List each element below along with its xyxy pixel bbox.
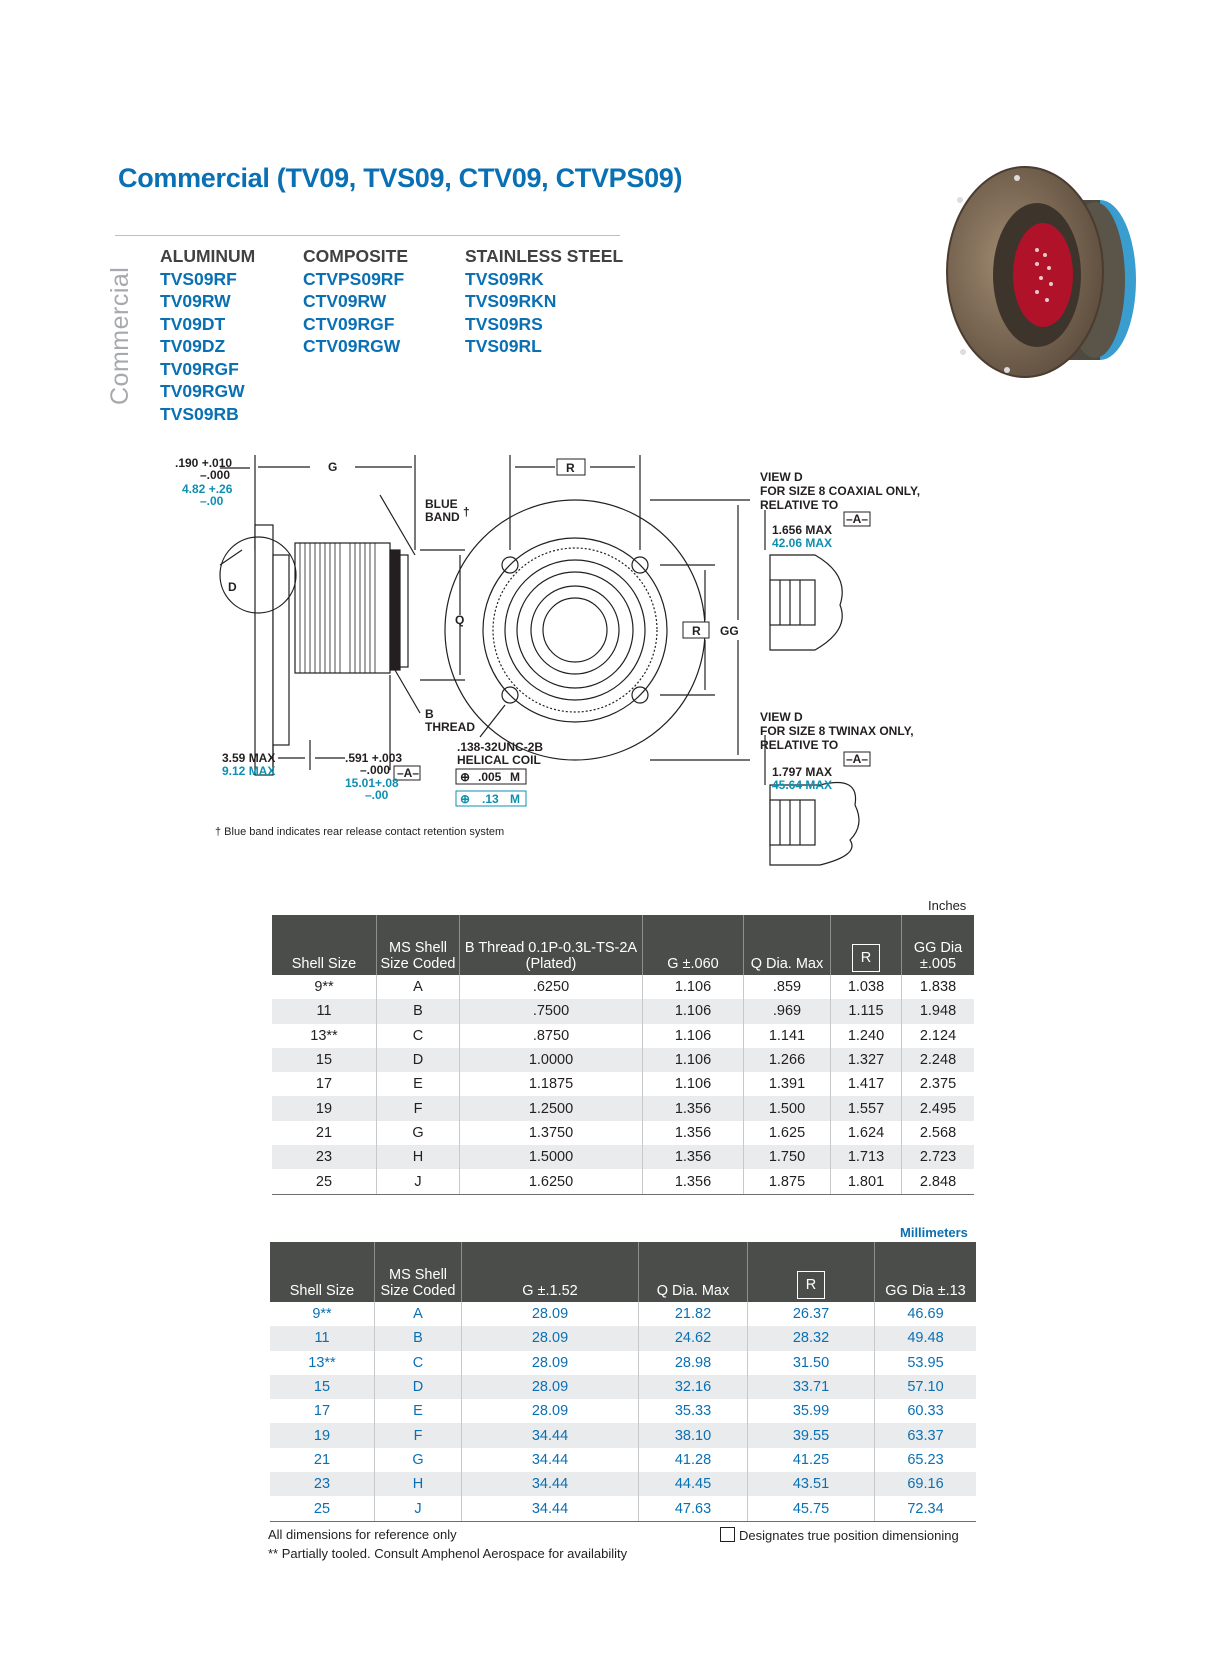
cell: F (377, 1096, 460, 1120)
cell: 53.95 (907, 1354, 944, 1371)
cell: 25 (272, 1169, 377, 1194)
b-thread-label-2: THREAD (425, 720, 475, 734)
cell: C (377, 1024, 460, 1048)
table-row (272, 999, 974, 1023)
table-row (272, 1121, 974, 1145)
cell: 2.723 (902, 1145, 975, 1169)
cell: A (377, 975, 460, 999)
inches-table (272, 915, 974, 1195)
flange-thickness-mm-tol: –.00 (200, 494, 224, 508)
cell: A (375, 1302, 462, 1326)
cell: B (377, 999, 460, 1023)
cell: 1.2500 (460, 1096, 643, 1120)
cell: 19 (272, 1096, 377, 1120)
part-number: TVS09RK (465, 268, 544, 289)
mmc-symbol: M (510, 770, 520, 784)
cell: 49.48 (875, 1326, 977, 1350)
twinax-max-mm: 45.64 MAX (772, 778, 833, 792)
tolerance-mm: .13 (482, 792, 499, 806)
cell: 47.63 (639, 1496, 748, 1521)
b-thread-label: B (425, 707, 434, 721)
dim-591-mm: 15.01+.08 (345, 776, 399, 790)
table-row (270, 1423, 976, 1447)
table-row (272, 1072, 974, 1096)
cell: 33.71 (748, 1375, 875, 1399)
col-header: B Thread 0.1P-0.3L-TS-2A (Plated) (460, 915, 643, 975)
part-number: TV09DZ (160, 336, 226, 356)
cell: 1.801 (831, 1169, 902, 1194)
cell: 13** (272, 1024, 377, 1048)
blue-band-footnote: † Blue band indicates rear release contact retention system (215, 826, 505, 838)
composite-column (303, 245, 408, 358)
cell: 1.106 (643, 1024, 744, 1048)
true-position-symbol: ⊕ (460, 770, 471, 784)
max-dim-mm: 9.12 MAX (222, 764, 276, 778)
cell: 15 (270, 1375, 375, 1399)
part-number: TV09RGW (160, 381, 245, 401)
cell: 2.375 (919, 1076, 957, 1093)
cell: 38.10 (639, 1423, 748, 1447)
cell: D (377, 1048, 460, 1072)
part-number: CTV09RW (303, 291, 387, 311)
cell: 46.69 (907, 1306, 944, 1323)
millimeters-table (270, 1242, 976, 1522)
table-row (270, 1472, 976, 1496)
cell: 1.1875 (460, 1072, 643, 1096)
cell: 19 (270, 1423, 375, 1447)
stainless-column (465, 245, 623, 358)
cell: .8750 (460, 1024, 643, 1048)
cell: 28.09 (462, 1399, 639, 1423)
cell: 1.713 (831, 1145, 902, 1169)
cell: 21 (270, 1448, 375, 1472)
cell: 32.16 (639, 1375, 748, 1399)
cell: J (375, 1496, 462, 1521)
dim-591-in: .591 +.003 (345, 751, 403, 765)
cell: 24.62 (639, 1326, 748, 1350)
part-number: CTV09RGF (303, 313, 395, 334)
cell: .969 (744, 999, 831, 1023)
cell: 60.33 (907, 1403, 944, 1420)
cell: 1.500 (744, 1096, 831, 1120)
table-row (270, 1302, 976, 1326)
cell: 2.495 (902, 1096, 975, 1120)
cell: 1.038 (831, 975, 902, 999)
page-title: Commercial (TV09, TVS09, CTV09, CTVPS09) (118, 163, 683, 193)
mmc-symbol-mm: M (510, 792, 520, 806)
flange-thickness-in: .190 +.010 (175, 456, 233, 470)
table-row (270, 1375, 976, 1399)
part-number: TV09RGF (160, 358, 239, 379)
cell: 1.948 (902, 999, 975, 1023)
cell: 1.356 (643, 1145, 744, 1169)
cell: 26.37 (748, 1302, 875, 1326)
flange-thickness-mm: 4.82 +.26 (182, 482, 233, 496)
cell: 1.5000 (460, 1145, 643, 1169)
cell: 1.106 (643, 999, 744, 1023)
table-row (272, 1024, 974, 1048)
part-number: TVS09RS (465, 313, 543, 334)
cell: 28.98 (639, 1351, 748, 1375)
cell: 23 (272, 1145, 377, 1169)
cell: B (375, 1326, 462, 1350)
table-row (270, 1448, 976, 1472)
view-d-twinax-datum: –A– (846, 752, 869, 766)
col-header: G ±.060 (643, 915, 744, 975)
cell: 1.115 (831, 999, 902, 1023)
view-d-coax-title: VIEW D (760, 470, 803, 484)
helical-coil-label: .138-32UNC-2B (457, 740, 544, 754)
dim-591-mm-tol: –.00 (365, 788, 389, 802)
table-row (272, 1096, 974, 1120)
cell: .859 (744, 975, 831, 999)
cell: 1.356 (643, 1121, 744, 1145)
table-row (270, 1399, 976, 1423)
cell: 1.327 (831, 1048, 902, 1072)
cell: H (377, 1145, 460, 1169)
view-d-coax-datum: –A– (846, 512, 869, 526)
cell: 17 (272, 1072, 377, 1096)
cell: 1.141 (744, 1024, 831, 1048)
q-label: Q (455, 613, 465, 627)
cell: E (375, 1399, 462, 1423)
r-label-side: R (692, 624, 701, 638)
r-box: R (852, 944, 880, 972)
col-header: GG Dia ±.13 (875, 1242, 977, 1302)
cell: 65.23 (907, 1451, 944, 1468)
dim-591-in-tol: –.000 (360, 763, 391, 777)
part-number: CTVPS09RF (303, 268, 405, 289)
cell: 2.568 (919, 1124, 957, 1141)
cell: 72.34 (875, 1496, 977, 1521)
cell: H (375, 1472, 462, 1496)
table-row (272, 1048, 974, 1072)
col-header: GG Dia ±.005 (902, 915, 975, 975)
title-divider (115, 235, 620, 236)
twinax-max-in: 1.797 MAX (772, 765, 833, 779)
cell: 25 (270, 1496, 375, 1521)
aluminum-heading: ALUMINUM (160, 246, 256, 266)
col-header: Shell Size (270, 1242, 375, 1302)
cell: 28.32 (748, 1326, 875, 1350)
part-number: TVS09RKN (465, 291, 557, 311)
cell: J (377, 1169, 460, 1194)
cell: 45.75 (748, 1496, 875, 1521)
connector-photo (945, 160, 1145, 390)
cell: 1.391 (744, 1072, 831, 1096)
col-header-r (831, 915, 902, 975)
cell: 17 (270, 1399, 375, 1423)
true-position-note-text: Designates true position dimensioning (739, 1528, 959, 1543)
cell: G (377, 1121, 460, 1145)
helical-coil-label-2: HELICAL COIL (457, 753, 541, 767)
cell: 1.557 (831, 1096, 902, 1120)
reference-note: All dimensions for reference only (268, 1527, 457, 1542)
cell: 41.25 (748, 1448, 875, 1472)
side-label: Commercial (106, 266, 134, 405)
coax-max-mm: 42.06 MAX (772, 536, 833, 550)
table-row (270, 1326, 976, 1350)
cell: 1.106 (643, 975, 744, 999)
cell: 31.50 (748, 1351, 875, 1375)
gg-label: GG (720, 624, 739, 638)
cell: 1.875 (744, 1169, 831, 1194)
table-row (272, 1169, 974, 1194)
mm-unit-label: Millimeters (900, 1225, 968, 1240)
true-position-note (720, 1527, 959, 1543)
cell: 1.624 (831, 1121, 902, 1145)
coax-max-in: 1.656 MAX (772, 523, 833, 537)
cell: 21 (272, 1121, 377, 1145)
cell: 1.0000 (460, 1048, 643, 1072)
cell: 44.45 (639, 1472, 748, 1496)
view-d-twinax-title: VIEW D (760, 710, 803, 724)
cell: 34.44 (462, 1448, 639, 1472)
part-number: TVS09RB (160, 403, 239, 424)
cell: 13** (270, 1351, 375, 1375)
cell: 35.99 (748, 1399, 875, 1423)
cell: E (377, 1072, 460, 1096)
d-label: D (228, 580, 237, 594)
blue-band-label: BLUE (425, 497, 458, 511)
view-d-twinax-line3: RELATIVE TO (760, 738, 839, 752)
cell: 28.09 (462, 1302, 639, 1326)
cell: 63.37 (875, 1423, 977, 1447)
cell: 28.09 (462, 1351, 639, 1375)
cell: 57.10 (875, 1375, 977, 1399)
table-row (272, 975, 974, 999)
r-box: R (797, 1271, 825, 1299)
view-d-coax-line2: FOR SIZE 8 COAXIAL ONLY, (760, 484, 921, 498)
cell: F (375, 1423, 462, 1447)
cell: D (375, 1375, 462, 1399)
table-row (272, 1145, 974, 1169)
cell: 2.124 (919, 1027, 957, 1044)
cell: G (375, 1448, 462, 1472)
dagger-mark: † (463, 505, 470, 519)
cell: 1.356 (643, 1096, 744, 1120)
blue-band-label-2: BAND (425, 510, 460, 524)
cell: 23 (270, 1472, 375, 1496)
datum-a: –A– (397, 766, 420, 780)
cell: 1.838 (919, 979, 957, 996)
cell: 39.55 (748, 1423, 875, 1447)
flange-thickness-in-tol: –.000 (200, 468, 231, 482)
cell: 41.28 (639, 1448, 748, 1472)
aluminum-column (160, 245, 255, 425)
col-header: Q Dia. Max (744, 915, 831, 975)
cell: 28.09 (462, 1326, 639, 1350)
cell: 21.82 (639, 1302, 748, 1326)
part-number: TV09RW (160, 291, 231, 311)
col-header: MS Shell Size Coded (375, 1242, 462, 1302)
cell: C (375, 1351, 462, 1375)
part-number: CTV09RGW (303, 336, 401, 356)
stainless-heading: STAINLESS STEEL (465, 246, 624, 266)
view-d-twinax-line2: FOR SIZE 8 TWINAX ONLY, (760, 724, 914, 738)
true-position-symbol-mm: ⊕ (460, 792, 471, 806)
cell: .7500 (460, 999, 643, 1023)
part-number: TVS09RL (465, 336, 542, 356)
cell: 34.44 (462, 1496, 639, 1521)
col-header-r (748, 1242, 875, 1302)
cell: 1.625 (744, 1121, 831, 1145)
part-number: TV09DT (160, 313, 226, 334)
col-header: G ±.1.52 (462, 1242, 639, 1302)
cell: 28.09 (462, 1375, 639, 1399)
inches-unit-label: Inches (928, 898, 967, 913)
cell: 34.44 (462, 1472, 639, 1496)
cell: 9** (270, 1302, 375, 1326)
cell: 11 (272, 999, 377, 1023)
cell: 1.240 (831, 1024, 902, 1048)
part-number: TVS09RF (160, 268, 237, 289)
table-row (270, 1496, 976, 1521)
composite-heading: COMPOSITE (303, 246, 409, 266)
cell: 1.750 (744, 1145, 831, 1169)
cell: 2.248 (902, 1048, 975, 1072)
r-label: R (566, 461, 575, 475)
cell: 11 (270, 1326, 375, 1350)
cell: 35.33 (639, 1399, 748, 1423)
col-header: Shell Size (272, 915, 377, 975)
cell: 1.106 (643, 1048, 744, 1072)
cell: 15 (272, 1048, 377, 1072)
cell: 34.44 (462, 1423, 639, 1447)
col-header: Q Dia. Max (639, 1242, 748, 1302)
cell: 9** (272, 975, 377, 999)
cell: .6250 (460, 975, 643, 999)
view-d-coax-line3: RELATIVE TO (760, 498, 839, 512)
cell: 2.848 (902, 1169, 975, 1194)
col-header: MS Shell Size Coded (377, 915, 460, 975)
cell: 1.106 (643, 1072, 744, 1096)
partial-tooling-note: ** Partially tooled. Consult Amphenol Aerospace for availability (268, 1546, 628, 1561)
cell: 1.266 (744, 1048, 831, 1072)
g-label: G (328, 460, 338, 474)
tolerance-in: .005 (478, 770, 502, 784)
table-row (270, 1351, 976, 1375)
cell: 43.51 (748, 1472, 875, 1496)
max-dim-in: 3.59 MAX (222, 751, 276, 765)
cell: 1.6250 (460, 1169, 643, 1194)
cell: 1.3750 (460, 1121, 643, 1145)
cell: 1.417 (831, 1072, 902, 1096)
true-position-box-icon (720, 1527, 735, 1542)
cell: 1.356 (643, 1169, 744, 1194)
cell: 69.16 (875, 1472, 977, 1496)
